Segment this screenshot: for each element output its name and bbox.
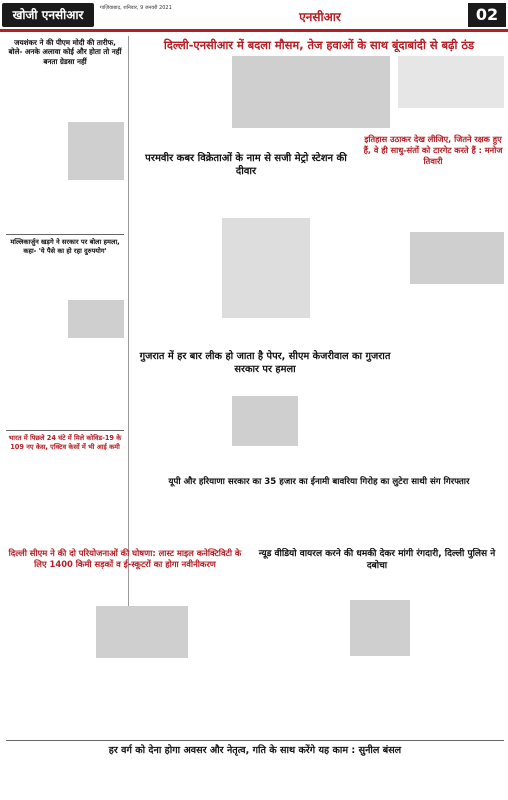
video-story-headline: न्यूड वीडियो वायरल करने की धमकी देकर मांगी रंगदारी, दिल्ली पुलिस ने दबोचा [258,549,496,571]
top-story-headline: दिल्ली-एनसीआर में बदला मौसम, तेज हवाओं के साथ बूंदाबांदी से बढ़ी ठंड [163,38,475,52]
story1-text [6,80,124,120]
video-story-photo [350,600,410,656]
top-story-photo [232,56,390,128]
divider [6,234,124,235]
bjp-story-headline: इतिहास उठाकर देख लीजिए, जितने रक्षक हुए हैं, वे ही साधु-संतों को टारगेट करते हैं : मनोज तिवारी [363,134,503,166]
column-rule [128,36,129,613]
bottom-story-headline: हर वर्ग को देना होगा अवसर और नेतृत्व, गति के साथ करेंगे यह काम : सुनील बंसल [108,745,402,756]
aap-story-headline: गुजरात में हर बार लीक हो जाता है पेपर, सीएम केजरीवाल का गुजरात सरकार पर हमला [139,351,391,375]
brand-logo: खोजी एनसीआर [2,3,94,27]
bjp-story-photo [410,232,504,284]
top-story-sidebox [398,56,504,108]
market-story-photo [222,218,310,318]
story2-headline: मल्लिकार्जुन खड़गे ने सरकार पर बोला हमला, कहा- 'ये पैसे का हो रहा दुरुपयोग' [10,238,120,255]
ev-story-headline: दिल्ली सीएम ने की दो परियोजनाओं की घोषणा: लास्ट माइल कनेक्टिविटी के लिए 1400 किमी सड़कों व ई-स्कूटरों का होगा नवीनीकरण [8,548,242,569]
section-title: एनसीआर [299,10,341,24]
page-number: 02 [468,3,506,27]
ev-story-photo [96,606,188,658]
story1-headline: जयशंकर ने की पीएम मोदी की तारीफ, बोले- अनके अलावा कोई और होता तो नहीं बनता ग्रेडसा नहीं [8,38,122,66]
story3-headline: भारत में पिछले 24 घंटे में मिले कोविड-19 के 109 नए केस, एक्टिव केसों में भी आई कमी [8,434,122,451]
market-story-headline: परमवीर कबर विक्रेताओं के नाम से सजी मेट्रो स्टेशन की दीवार [145,153,347,177]
aap-story-photo [232,396,298,446]
up-story-headline: यूपी और हरियाणा सरकार का 35 हजार का ईनामी बावरिया गिरोह का लुटेरा साथी संग गिरफ्तार [168,477,470,487]
divider [6,430,124,431]
story1-photo [68,122,124,180]
dateline: गाज़ियाबाद, शनिवार, 9 जनवरी 2021 [100,5,172,11]
story2-photo [68,300,124,338]
divider [6,740,504,741]
